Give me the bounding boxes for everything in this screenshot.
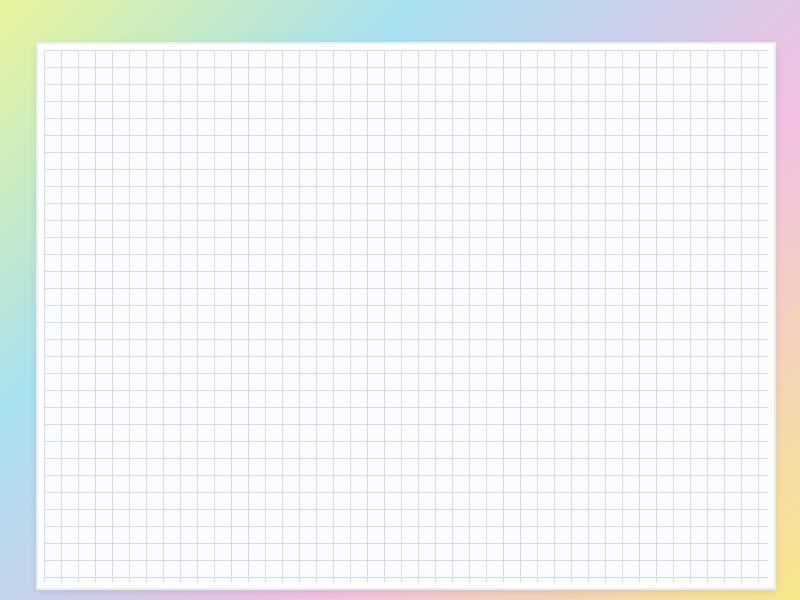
grid-paper xyxy=(38,44,774,588)
